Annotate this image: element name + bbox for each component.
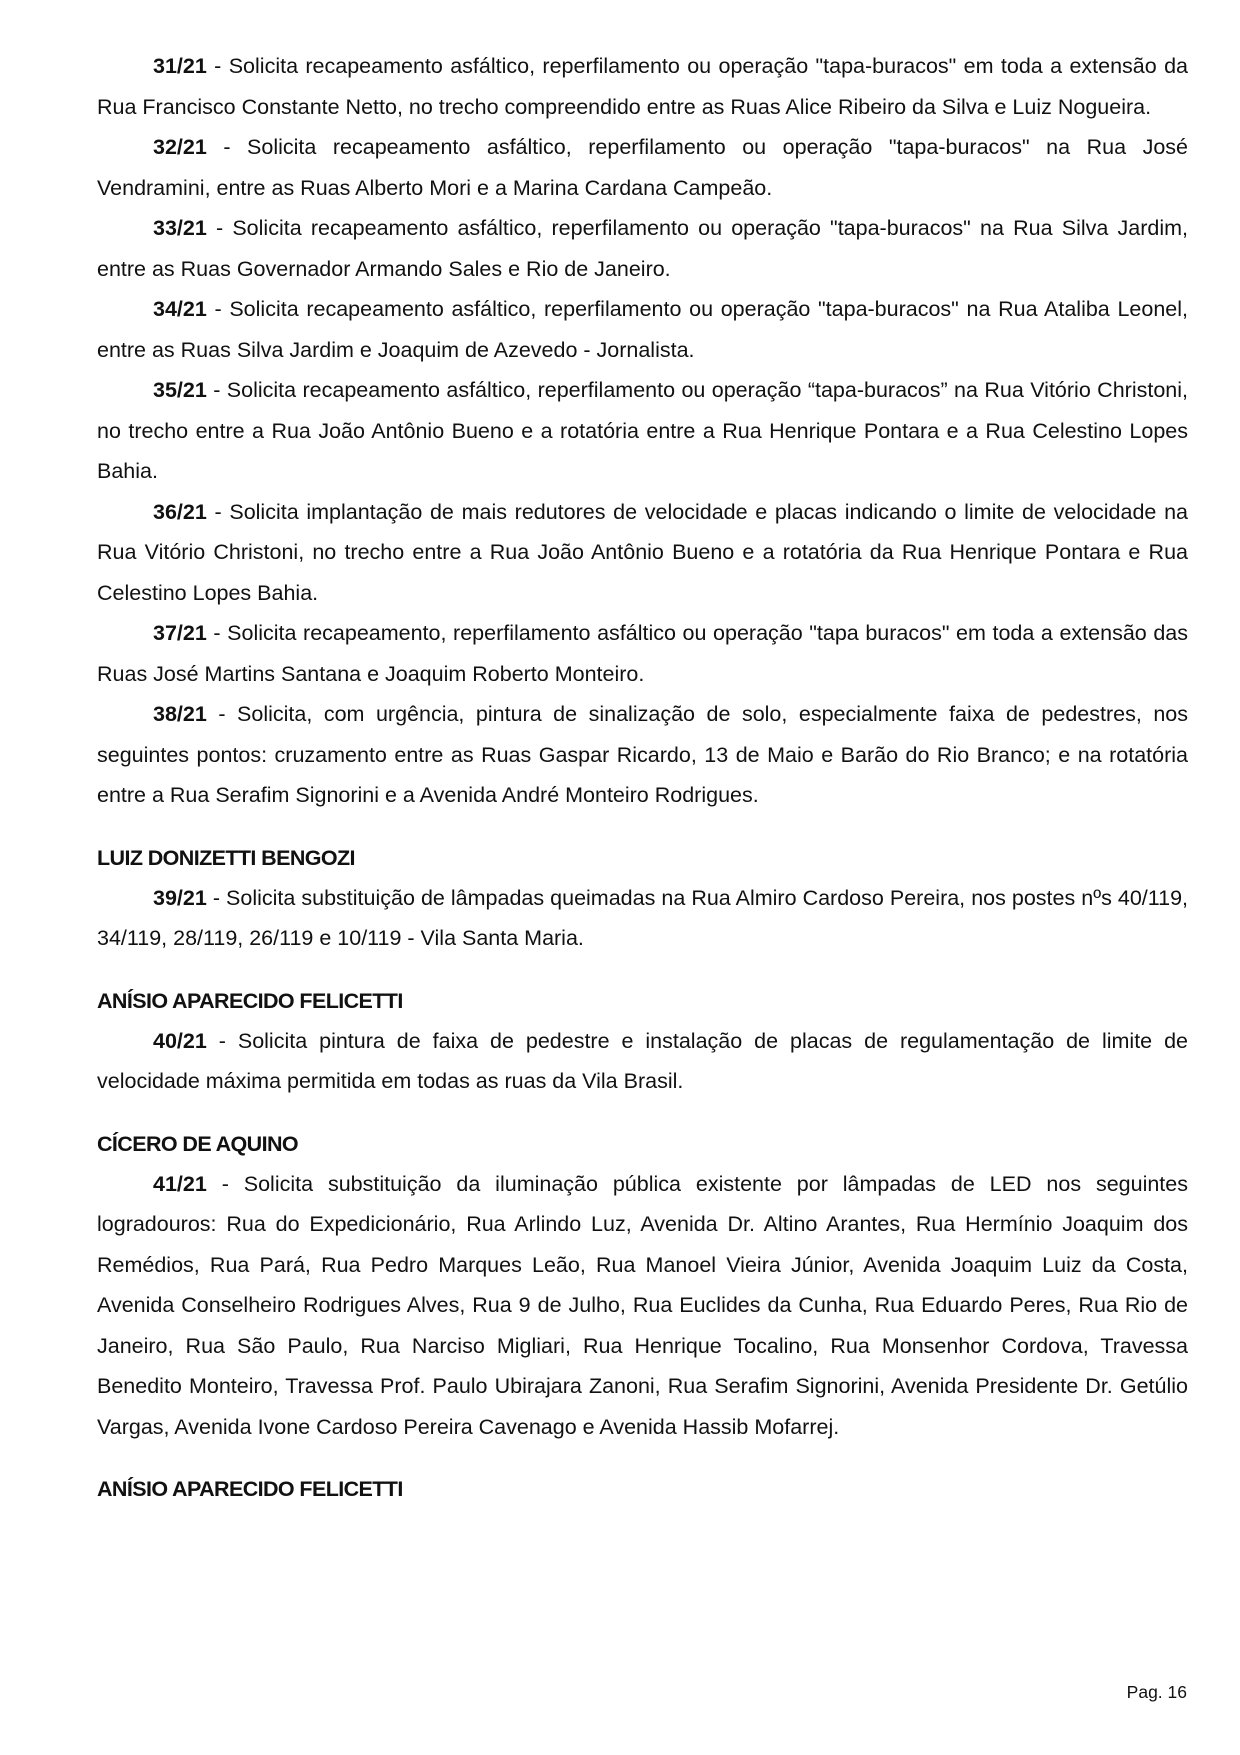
- request-number: 39/21: [153, 885, 207, 910]
- request-number: 33/21: [153, 216, 207, 240]
- request-number: 34/21: [153, 297, 207, 321]
- request-number: 38/21: [153, 702, 207, 726]
- request-item: [97, 878, 1188, 959]
- request-text: - Solicita recapeamento asfáltico, reperfilamento ou operação "tapa-buracos" na Rua José Vendramini, entre as Ruas Alberto Mori e a Marina Cardana Campeão.: [97, 135, 1188, 200]
- request-number: 37/21: [153, 621, 207, 645]
- request-item: [97, 370, 1188, 492]
- request-item: [97, 208, 1188, 289]
- request-text: - Solicita, com urgência, pintura de sinalização de solo, especialmente faixa de pedestres, nos seguintes pontos: cruzamento entre as Ruas Gaspar Ricardo, 13 de Maio e Barão do Rio Branco; e na rotatória entre a Rua Serafim Signorini e a Avenida André Monteiro Rodrigues.: [97, 702, 1188, 807]
- author-heading: CÍCERO DE AQUINO: [97, 1131, 299, 1156]
- request-number: 40/21: [153, 1028, 207, 1053]
- request-text: - Solicita recapeamento asfáltico, reperfilamento ou operação "tapa-buracos" na Rua Ataliba Leonel, entre as Ruas Silva Jardim e Joaquim de Azevedo - Jornalista.: [97, 297, 1188, 362]
- request-number: 41/21: [153, 1171, 207, 1196]
- request-text: - Solicita recapeamento, reperfilamento asfáltico ou operação "tapa buracos" em toda a extensão das Ruas José Martins Santana e Joaquim Roberto Monteiro.: [97, 621, 1188, 686]
- request-number: 35/21: [153, 378, 207, 402]
- request-number: 36/21: [153, 499, 207, 524]
- request-item: [97, 1021, 1188, 1102]
- request-text: - Solicita recapeamento asfáltico, reperfilamento ou operação "tapa-buracos" na Rua Silva Jardim, entre as Ruas Governador Armando Sales e Rio de Janeiro.: [97, 216, 1188, 281]
- request-text: - Solicita pintura de faixa de pedestre e instalação de placas de regulamentação de limite de velocidade máxima permitida em todas as ruas da Vila Brasil.: [97, 1028, 1188, 1093]
- request-number: 31/21: [153, 54, 207, 78]
- author-heading: ANÍSIO APARECIDO FELICETTI: [97, 988, 403, 1013]
- request-item: [97, 46, 1188, 127]
- request-item: [97, 127, 1188, 208]
- author-heading: ANÍSIO APARECIDO FELICETTI: [97, 1477, 403, 1501]
- request-item: [97, 289, 1188, 370]
- request-text: - Solicita recapeamento asfáltico, reperfilamento ou operação “tapa-buracos” na Rua Vitório Christoni, no trecho entre a Rua João Antônio Bueno e a rotatória entre a Rua Henrique Pontara e a Rua Celestino Lopes Bahia.: [97, 378, 1188, 483]
- page-number: Pag. 16: [1126, 1682, 1187, 1702]
- document-page: [97, 46, 1188, 1509]
- request-text: - Solicita recapeamento asfáltico, reperfilamento ou operação "tapa-buracos" em toda a extensão da Rua Francisco Constante Netto, no trecho compreendido entre as Ruas Alice Ribeiro da Silva e Luiz Nogueira.: [97, 54, 1188, 119]
- request-number: 32/21: [153, 135, 207, 159]
- request-item: [97, 694, 1188, 816]
- author-heading: LUIZ DONIZETTI BENGOZI: [97, 845, 355, 870]
- request-item: [97, 1164, 1188, 1448]
- request-text: - Solicita substituição de lâmpadas queimadas na Rua Almiro Cardoso Pereira, nos postes nºs 40/119, 34/119, 28/119, 26/119 e 10/119 - Vila Santa Maria.: [97, 885, 1188, 950]
- request-item: [97, 492, 1188, 614]
- request-text: - Solicita substituição da iluminação pública existente por lâmpadas de LED nos seguintes logradouros: Rua do Expedicionário, Rua Arlindo Luz, Avenida Dr. Altino Arantes, Rua Hermínio Joaquim dos Remédios, Rua Pará, Rua Pedro Marques Leão, Rua Manoel Vieira Júnior, Avenida Joaquim Luiz da Costa, Avenida Conselheiro Rodrigues Alves, Rua 9 de Julho, Rua Euclides da Cunha, Rua Eduardo Peres, Rua Rio de Janeiro, Rua São Paulo, Rua Narciso Migliari, Rua Henrique Tocalino, Rua Monsenhor Cordova, Travessa Benedito Monteiro, Travessa Prof. Paulo Ubirajara Zanoni, Rua Serafim Signorini, Avenida Presidente Dr. Getúlio Vargas, Avenida Ivone Cardoso Pereira Cavenago e Avenida Hassib Mofarrej.: [97, 1171, 1188, 1439]
- request-item: [97, 613, 1188, 694]
- request-text: - Solicita implantação de mais redutores de velocidade e placas indicando o limite de velocidade na Rua Vitório Christoni, no trecho entre a Rua João Antônio Bueno e a rotatória da Rua Henrique Pontara e Rua Celestino Lopes Bahia.: [97, 499, 1188, 605]
